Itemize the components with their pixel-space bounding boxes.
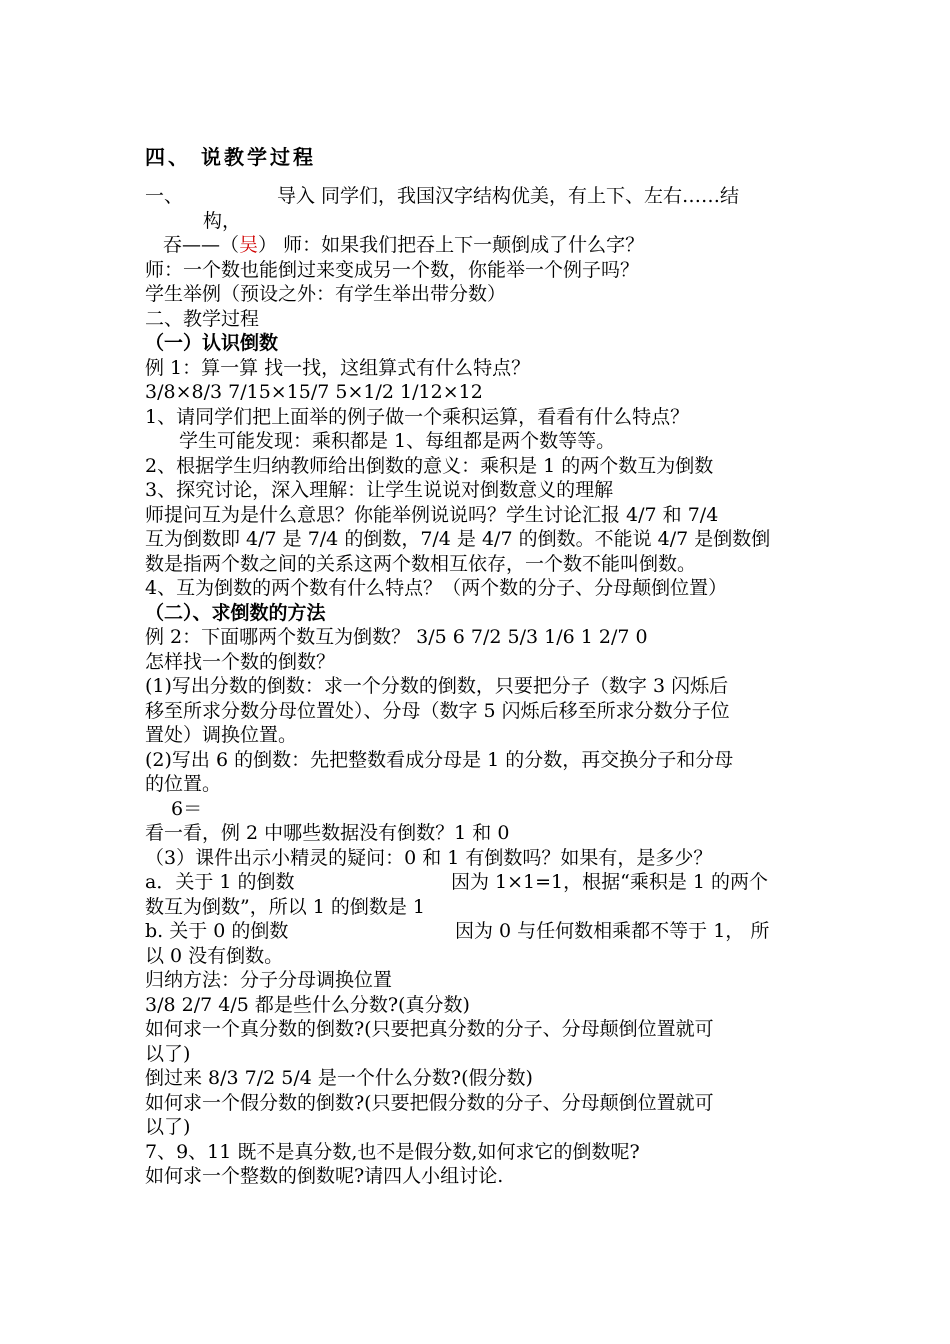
character-example-end: ） 师：如果我们把吞上下一颠倒成了什么字？ bbox=[258, 234, 645, 256]
text-line: 怎样找一个数的倒数？ bbox=[145, 650, 336, 673]
character-example bbox=[145, 233, 810, 258]
case-b-reason: 因为 0 与任何数相乘都不等于 1， 所 bbox=[455, 920, 770, 942]
text-line: 看一看，例 2 中哪些数据没有倒数？1 和 0 bbox=[145, 822, 510, 844]
text-line: 3、探究讨论，深入理解：让学生说说对倒数意义的理解 bbox=[145, 479, 614, 501]
text-line: 师：一个数也能倒过来变成另一个数，你能举一个例子吗？ bbox=[145, 258, 640, 281]
case-b-label: b. 关于 0 的倒数 bbox=[145, 920, 289, 942]
case-a bbox=[145, 870, 810, 895]
text-line: 数互为倒数”，所以 1 的倒数是 1 bbox=[145, 895, 426, 918]
example-1: 例 1：算一算 找一找，这组算式有什么特点？ bbox=[145, 356, 531, 379]
text-line: (2)写出 6 的倒数：先把整数看成分母是 1 的分数，再交换分子和分母 bbox=[145, 748, 734, 771]
text-line: 如何求一个假分数的倒数?(只要把假分数的分子、分母颠倒位置就可 bbox=[145, 1091, 714, 1114]
highlighted-character: 吴 bbox=[239, 234, 259, 256]
section-subtitle: 二、教学过程 bbox=[145, 307, 260, 330]
character-example-start: 吞——（ bbox=[163, 234, 240, 256]
text-line: 互为倒数即 4/7 是 7/4 的倒数，7/4 是 4/7 的倒数。不能说 4/7 是倒数倒 bbox=[145, 528, 771, 550]
text-line: （3）课件出示小精灵的疑问：0 和 1 有倒数吗？如果有，是多少？ bbox=[145, 846, 713, 869]
heading-spacer bbox=[145, 172, 810, 184]
text-line: 如何求一个整数的倒数呢?请四人小组讨论. bbox=[145, 1165, 504, 1187]
example-1-expressions: 3/8×8/3 7/15×15/7 5×1/2 1/12×12 bbox=[145, 381, 483, 403]
text-line: 学生举例（预设之外：有学生举出带分数） bbox=[145, 283, 507, 305]
intro-continuation: 构， bbox=[203, 209, 242, 232]
text-line: 以 0 没有倒数。 bbox=[145, 944, 284, 967]
text-line: 移至所求分数分母位置处）、分母（数字 5 闪烁后移至所求分数分子位 bbox=[145, 699, 730, 722]
text-line: (1)写出分数的倒数：求一个分数的倒数，只要把分子（数字 3 闪烁后 bbox=[145, 675, 729, 697]
example-2: 例 2：下面哪两个数互为倒数？ 3/5 6 7/2 5/3 1/6 1 2/7 0 bbox=[145, 626, 648, 648]
text-line: 如何求一个真分数的倒数?(只要把真分数的分子、分母颠倒位置就可 bbox=[145, 1018, 714, 1040]
case-a-reason: 因为 1×1=1，根据“乘积是 1 的两个 bbox=[451, 871, 769, 893]
text-line: 归纳方法：分子分母调换位置 bbox=[145, 969, 393, 991]
text-line: 3/8 2/7 4/5 都是些什么分数?(真分数) bbox=[145, 993, 470, 1016]
text-line: 置处）调换位置。 bbox=[145, 724, 298, 746]
text-line: 数是指两个数之间的关系这两个数相互依存，一个数不能叫倒数。 bbox=[145, 552, 697, 575]
intro-text: 导入 同学们，我国汉字结构优美，有上下、左右……结 bbox=[277, 185, 740, 207]
subsection-heading: （一）认识倒数 bbox=[145, 332, 279, 354]
text-line: 7、9、11 既不是真分数,也不是假分数,如何求它的倒数呢? bbox=[145, 1140, 640, 1163]
definition-line: 2、根据学生归纳教师给出倒数的意义：乘积是 1 的两个数互为倒数 bbox=[145, 454, 714, 477]
document-body bbox=[145, 142, 810, 1189]
text-line: 以了) bbox=[145, 1042, 191, 1065]
subsection-heading: （二）、求倒数的方法 bbox=[145, 601, 326, 624]
text-line: 的位置。 bbox=[145, 773, 222, 795]
text-line: 以了) bbox=[145, 1116, 191, 1138]
text-line: 1、请同学们把上面举的例子做一个乘积运算，看看有什么特点？ bbox=[145, 405, 690, 428]
text-line: 师提问互为是什么意思？你能举例说说吗？学生讨论汇报 4/7 和 7/4 bbox=[145, 503, 719, 526]
case-a-label: a．关于 1 的倒数 bbox=[145, 871, 295, 893]
equation-line: 6＝ bbox=[171, 797, 203, 820]
text-line: 学生可能发现：乘积都是 1、每组都是两个数等等。 bbox=[179, 430, 616, 452]
section-heading: 四、 说教学过程 bbox=[145, 145, 316, 169]
text-line: 4、互为倒数的两个数有什么特点？（两个数的分子、分母颠倒位置） bbox=[145, 577, 728, 599]
list-number: 一、 bbox=[145, 185, 184, 207]
paragraph-intro bbox=[145, 184, 810, 209]
case-b bbox=[145, 919, 810, 944]
text-line: 倒过来 8/3 7/2 5/4 是一个什么分数?(假分数) bbox=[145, 1067, 533, 1089]
